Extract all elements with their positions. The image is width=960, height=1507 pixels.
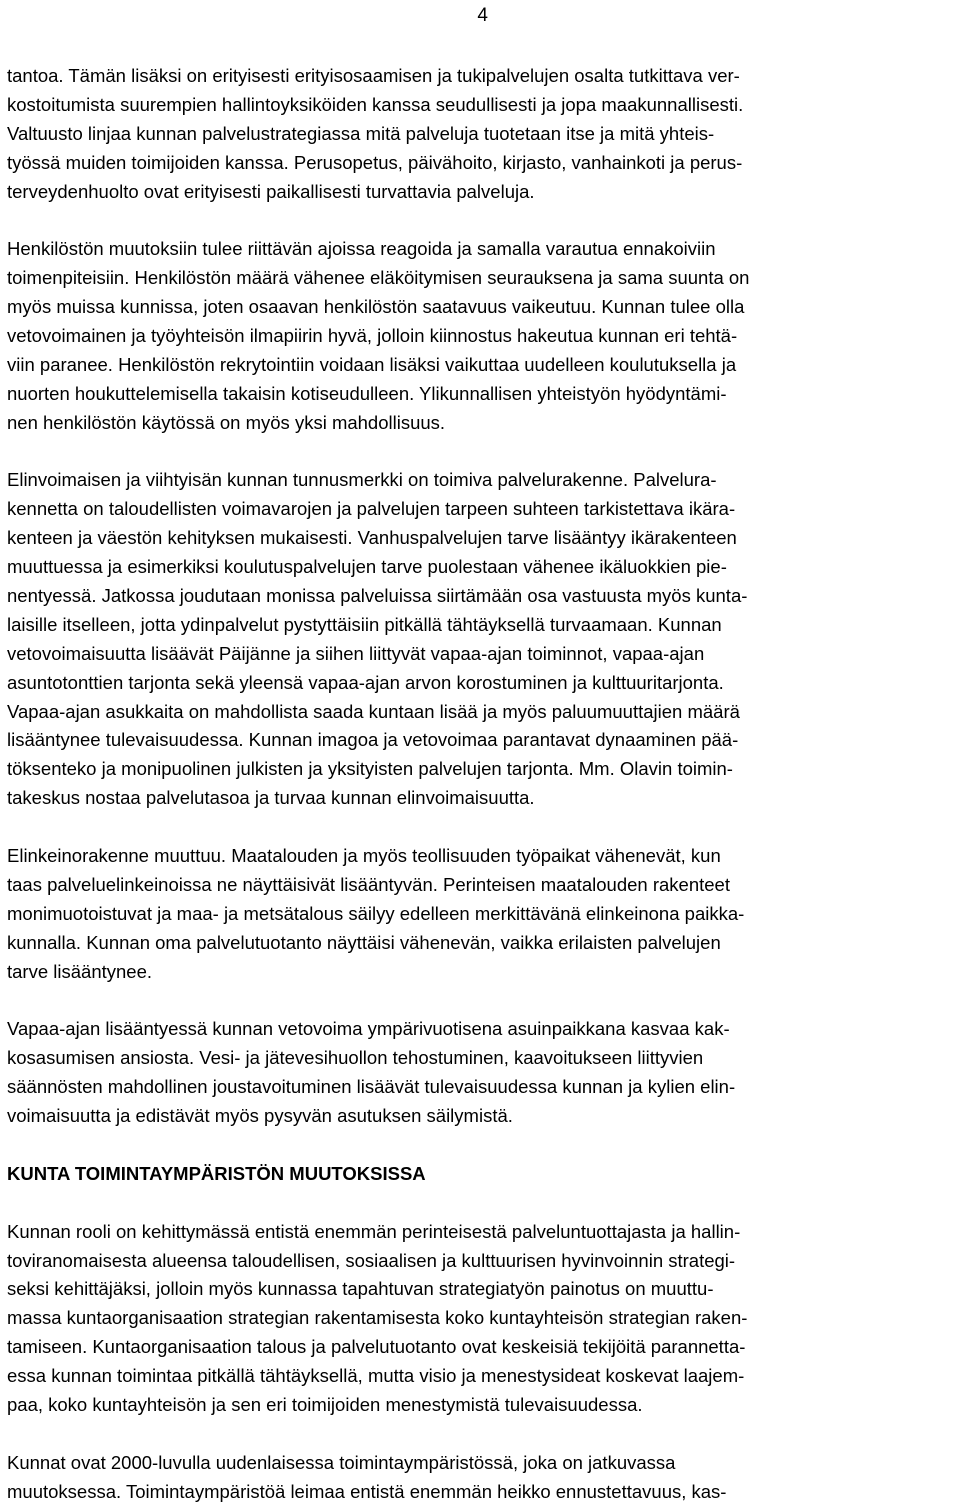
text-line: toimenpiteisiin. Henkilöstön määrä vähenee eläköitymisen seurauksena ja sama suunta on bbox=[7, 267, 750, 289]
text-line: laisille itselleen, jotta ydinpalvelut pystyttäisiin pitkällä tähtäyksellä turvaamaan. Kunnan bbox=[7, 613, 722, 635]
text-line: kenteen ja väestön kehityksen mukaisesti. Vanhuspalvelujen tarve lisääntyy ikärakenteen bbox=[7, 527, 737, 549]
text-line: työssä muiden toimijoiden kanssa. Perusopetus, päivähoito, kirjasto, vanhainkoti ja perus- bbox=[7, 151, 743, 173]
paragraph-spacer bbox=[7, 1131, 957, 1160]
text-line: muutoksessa. Toimintaympäristöä leimaa entistä enemmän heikko ennustettavuus, kas- bbox=[7, 1480, 727, 1502]
text-line: tantoa. Tämän lisäksi on erityisesti erityisosaamisen ja tukipalvelujen osalta tutkittava ver- bbox=[7, 65, 740, 86]
text-line: säännösten mahdollinen joustavoituminen lisäävät tulevaisuudessa kunnan ja kylien elin- bbox=[7, 1076, 736, 1098]
paragraph-spacer bbox=[7, 987, 957, 1016]
text-line: myös muissa kunnissa, joten osaavan henkilöstön saatavuus vaikeutuu. Kunnan tulee olla bbox=[7, 296, 745, 318]
text-line: takeskus nostaa palvelutasoa ja turvaa kunnan elinvoimaisuutta. bbox=[7, 787, 535, 809]
text-line: Valtuusto linjaa kunnan palvelustrategiassa mitä palveluja tuotetaan itse ja mitä yhteis- bbox=[7, 122, 715, 144]
text-line: lisääntynee tulevaisuudessa. Kunnan imagoa ja vetovoimaa parantavat dynaaminen pää- bbox=[7, 729, 739, 751]
paragraph bbox=[7, 1449, 957, 1507]
paragraph bbox=[7, 235, 957, 437]
text-line: toviranomaisesta alueensa taloudellisen, sosiaalisen ja kulttuurisen hyvinvoinnin strategi- bbox=[7, 1249, 736, 1271]
text-line: muuttuessa ja esimerkiksi koulutuspalvelujen tarve puolestaan vähenee ikäluokkien pie- bbox=[7, 556, 727, 578]
text-line: tarve lisääntynee. bbox=[7, 960, 153, 982]
text-line: voimaisuutta ja edistävät myös pysyvän asutuksen säilymistä. bbox=[7, 1105, 513, 1127]
text-line: KUNTA TOIMINTAYMPÄRISTÖN MUUTOKSISSA bbox=[7, 1162, 426, 1184]
text-line: kostoitumista suurempien hallintoyksiköiden kanssa seudullisesti ja jopa maakunnallisesti. bbox=[7, 93, 744, 115]
text-line: tamiseen. Kuntaorganisaation talous ja palvelutuotanto ovat keskeisiä tekijöitä parannetta- bbox=[7, 1336, 746, 1358]
text-line: Elinkeinorakenne muuttuu. Maatalouden ja myös teollisuuden työpaikat vähenevät, kun bbox=[7, 845, 721, 867]
text-line: kosasumisen ansiosta. Vesi- ja jätevesihuollon tehostuminen, kaavoitukseen liittyvien bbox=[7, 1047, 704, 1069]
paragraph bbox=[7, 1218, 957, 1420]
text-line: Kunnan rooli on kehittymässä entistä enemmän perinteisestä palveluntuottajasta ja hallin- bbox=[7, 1220, 741, 1242]
paragraph bbox=[7, 466, 957, 813]
text-line: nen henkilöstön käytössä on myös yksi mahdollisuus. bbox=[7, 411, 446, 433]
text-line: Vapaa-ajan lisääntyessä kunnan vetovoima ympärivuotisena asuinpaikkana kasvaa kak- bbox=[7, 1018, 730, 1040]
text-line: viin paranee. Henkilöstön rekrytointiin voidaan lisäksi vaikuttaa uudelleen koulutuksella ja bbox=[7, 353, 737, 375]
page-number: 4 bbox=[477, 5, 488, 26]
text-line: nentyessä. Jatkossa joudutaan monissa palveluissa siirtämään osa vastuusta myös kunta- bbox=[7, 585, 748, 607]
text-line: Kunnat ovat 2000-luvulla uudenlaisessa toimintaympäristössä, joka on jatkuvassa bbox=[7, 1451, 676, 1473]
paragraph-spacer bbox=[7, 813, 957, 842]
text-line: töksenteko ja monipuolinen julkisten ja yksityisten palvelujen tarjonta. Mm. Olavin toimin- bbox=[7, 758, 733, 780]
text-line: Vapaa-ajan asukkaita on mahdollista saada kuntaan lisää ja myös paluumuuttajien määrä bbox=[7, 700, 740, 722]
text-line: terveydenhuolto ovat erityisesti paikallisesti turvattavia palveluja. bbox=[7, 180, 535, 202]
text-line: taas palveluelinkeinoissa ne näyttäisivät lisääntyvän. Perinteisen maatalouden rakenteet bbox=[7, 873, 730, 895]
text-line: kennetta on taloudellisten voimavarojen ja palvelujen tarpeen suhteen tarkistettava ikära- bbox=[7, 498, 736, 520]
paragraph bbox=[7, 62, 957, 206]
document-body bbox=[7, 62, 957, 1507]
text-line: vetovoimainen ja työyhteisön ilmapiirin hyvä, jolloin kiinnostus hakeutua kunnan eri tehtä- bbox=[7, 325, 738, 347]
text-line: monimuotoistuvat ja maa- ja metsätalous säilyy edelleen merkittävänä elinkeinona paikka- bbox=[7, 902, 745, 924]
text-line: massa kuntaorganisaation strategian rakentamisesta koko kuntayhteisön strategian raken- bbox=[7, 1307, 748, 1329]
section-heading bbox=[7, 1160, 957, 1189]
paragraph-spacer bbox=[7, 1189, 957, 1218]
paragraph bbox=[7, 842, 957, 986]
paragraph-spacer bbox=[7, 1420, 957, 1449]
text-line: paa, koko kuntayhteisön ja sen eri toimijoiden menestymistä tulevaisuudessa. bbox=[7, 1393, 643, 1415]
text-line: nuorten houkuttelemisella takaisin kotiseudulleen. Ylikunnallisen yhteistyön hyödyntämi- bbox=[7, 382, 727, 404]
text-line: Henkilöstön muutoksiin tulee riittävän ajoissa reagoida ja samalla varautua ennakoiviin bbox=[7, 238, 716, 260]
paragraph-spacer bbox=[7, 438, 957, 467]
text-line: vetovoimaisuutta lisäävät Päijänne ja siihen liittyvät vapaa-ajan toiminnot, vapaa-ajan bbox=[7, 642, 705, 664]
text-line: Elinvoimaisen ja viihtyisän kunnan tunnusmerkki on toimiva palvelurakenne. Palvelura- bbox=[7, 469, 717, 491]
text-line: seksi kehittäjäksi, jolloin myös kunnassa tapahtuvan strategiatyön painotus on muuttu- bbox=[7, 1278, 714, 1300]
paragraph bbox=[7, 1015, 957, 1131]
text-line: asuntotonttien tarjonta sekä yleensä vapaa-ajan arvon korostuminen ja kulttuuritarjonta. bbox=[7, 671, 724, 693]
text-line: essa kunnan toimintaa pitkällä tähtäyksellä, mutta visio ja menestysideat koskevat laajem- bbox=[7, 1365, 745, 1387]
paragraph-spacer bbox=[7, 206, 957, 235]
text-line: kunnalla. Kunnan oma palvelutuotanto näyttäisi vähenevän, vaikka erilaisten palvelujen bbox=[7, 931, 721, 953]
